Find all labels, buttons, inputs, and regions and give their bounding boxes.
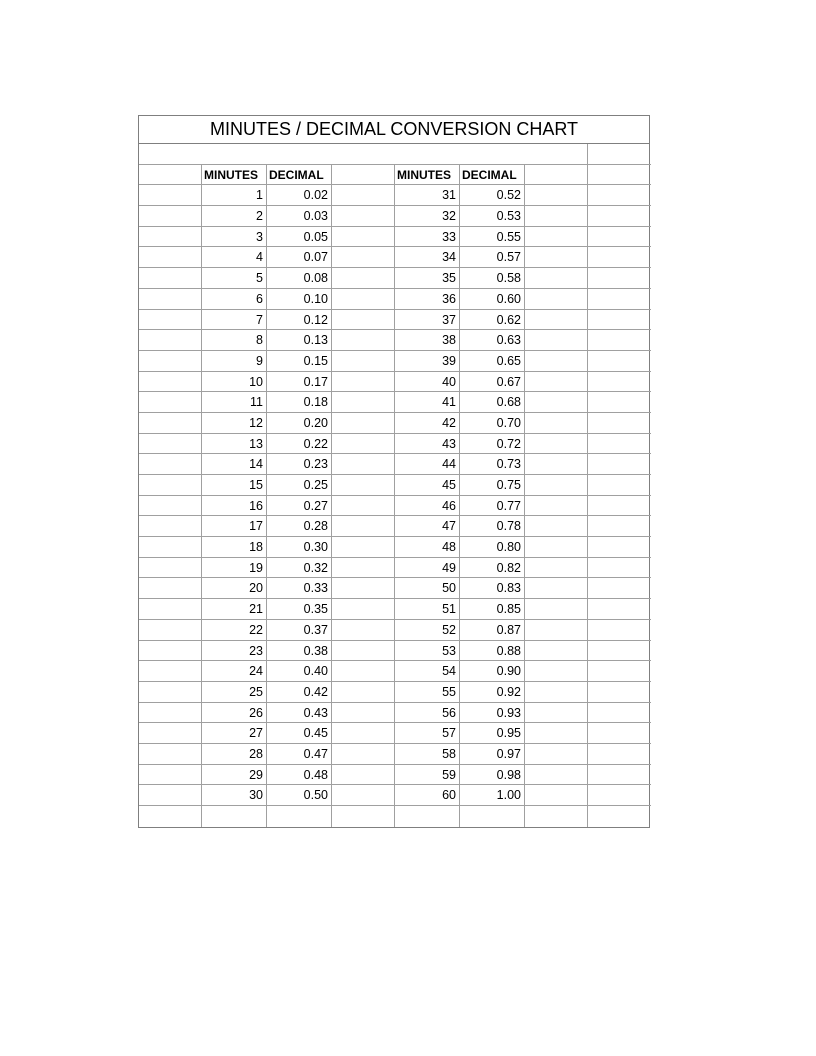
blank-cell bbox=[525, 496, 588, 517]
minutes-value: 47 bbox=[395, 516, 460, 537]
blank-cell bbox=[202, 806, 267, 827]
minutes-value: 13 bbox=[202, 434, 267, 455]
decimal-value: 0.10 bbox=[267, 289, 332, 310]
blank-cell bbox=[525, 723, 588, 744]
blank-cell bbox=[139, 723, 202, 744]
blank-cell bbox=[332, 806, 395, 827]
blank-cell bbox=[588, 641, 651, 662]
minutes-value: 5 bbox=[202, 268, 267, 289]
decimal-value: 0.50 bbox=[267, 785, 332, 806]
minutes-value: 29 bbox=[202, 765, 267, 786]
blank-cell bbox=[332, 620, 395, 641]
blank-cell bbox=[139, 392, 202, 413]
blank-cell bbox=[588, 434, 651, 455]
minutes-value: 28 bbox=[202, 744, 267, 765]
conversion-chart-sheet bbox=[138, 115, 650, 828]
blank-cell bbox=[332, 454, 395, 475]
decimal-value: 0.57 bbox=[460, 247, 525, 268]
decimal-value: 0.80 bbox=[460, 537, 525, 558]
decimal-value: 0.78 bbox=[460, 516, 525, 537]
decimal-value: 0.35 bbox=[267, 599, 332, 620]
decimal-value: 0.03 bbox=[267, 206, 332, 227]
decimal-header-right: DECIMAL bbox=[460, 165, 525, 186]
blank-cell bbox=[588, 703, 651, 724]
decimal-value: 0.97 bbox=[460, 744, 525, 765]
blank-cell bbox=[332, 537, 395, 558]
minutes-value: 27 bbox=[202, 723, 267, 744]
minutes-value: 57 bbox=[395, 723, 460, 744]
decimal-value: 0.92 bbox=[460, 682, 525, 703]
minutes-value: 11 bbox=[202, 392, 267, 413]
blank-cell bbox=[139, 682, 202, 703]
minutes-value: 7 bbox=[202, 310, 267, 331]
decimal-value: 0.65 bbox=[460, 351, 525, 372]
blank-cell bbox=[588, 475, 651, 496]
minutes-value: 20 bbox=[202, 578, 267, 599]
blank-cell bbox=[139, 558, 202, 579]
decimal-value: 1.00 bbox=[460, 785, 525, 806]
blank-cell bbox=[525, 372, 588, 393]
blank-cell bbox=[332, 599, 395, 620]
minutes-value: 8 bbox=[202, 330, 267, 351]
blank-cell bbox=[139, 289, 202, 310]
blank-cell bbox=[588, 723, 651, 744]
decimal-value: 0.85 bbox=[460, 599, 525, 620]
blank-cell bbox=[588, 454, 651, 475]
blank-cell bbox=[588, 516, 651, 537]
blank-cell bbox=[332, 351, 395, 372]
decimal-value: 0.75 bbox=[460, 475, 525, 496]
chart-title: MINUTES / DECIMAL CONVERSION CHART bbox=[139, 116, 649, 144]
blank-cell bbox=[139, 144, 588, 165]
minutes-value: 38 bbox=[395, 330, 460, 351]
minutes-value: 60 bbox=[395, 785, 460, 806]
blank-cell bbox=[588, 806, 651, 827]
decimal-value: 0.87 bbox=[460, 620, 525, 641]
decimal-value: 0.48 bbox=[267, 765, 332, 786]
blank-cell bbox=[525, 289, 588, 310]
blank-cell bbox=[588, 268, 651, 289]
blank-cell bbox=[139, 351, 202, 372]
blank-cell bbox=[525, 310, 588, 331]
blank-cell bbox=[139, 785, 202, 806]
decimal-value: 0.05 bbox=[267, 227, 332, 248]
minutes-value: 17 bbox=[202, 516, 267, 537]
blank-cell bbox=[139, 578, 202, 599]
decimal-value: 0.40 bbox=[267, 661, 332, 682]
blank-cell bbox=[332, 330, 395, 351]
decimal-value: 0.15 bbox=[267, 351, 332, 372]
blank-cell bbox=[395, 806, 460, 827]
decimal-value: 0.47 bbox=[267, 744, 332, 765]
minutes-value: 33 bbox=[395, 227, 460, 248]
decimal-value: 0.90 bbox=[460, 661, 525, 682]
decimal-value: 0.67 bbox=[460, 372, 525, 393]
minutes-value: 56 bbox=[395, 703, 460, 724]
decimal-value: 0.63 bbox=[460, 330, 525, 351]
blank-cell bbox=[332, 413, 395, 434]
minutes-value: 37 bbox=[395, 310, 460, 331]
decimal-value: 0.58 bbox=[460, 268, 525, 289]
decimal-value: 0.98 bbox=[460, 765, 525, 786]
decimal-value: 0.12 bbox=[267, 310, 332, 331]
decimal-value: 0.73 bbox=[460, 454, 525, 475]
blank-cell bbox=[525, 703, 588, 724]
blank-cell bbox=[332, 744, 395, 765]
blank-cell bbox=[139, 661, 202, 682]
decimal-value: 0.93 bbox=[460, 703, 525, 724]
decimal-value: 0.25 bbox=[267, 475, 332, 496]
blank-cell bbox=[332, 703, 395, 724]
blank-cell bbox=[588, 578, 651, 599]
blank-cell bbox=[588, 661, 651, 682]
blank-cell bbox=[332, 227, 395, 248]
minutes-value: 30 bbox=[202, 785, 267, 806]
decimal-value: 0.08 bbox=[267, 268, 332, 289]
decimal-value: 0.95 bbox=[460, 723, 525, 744]
decimal-value: 0.22 bbox=[267, 434, 332, 455]
blank-cell bbox=[332, 372, 395, 393]
blank-cell bbox=[332, 723, 395, 744]
decimal-value: 0.02 bbox=[267, 185, 332, 206]
minutes-value: 32 bbox=[395, 206, 460, 227]
blank-cell bbox=[332, 247, 395, 268]
decimal-value: 0.30 bbox=[267, 537, 332, 558]
blank-cell bbox=[525, 661, 588, 682]
blank-cell bbox=[332, 516, 395, 537]
blank-cell bbox=[460, 806, 525, 827]
blank-cell bbox=[525, 599, 588, 620]
decimal-value: 0.68 bbox=[460, 392, 525, 413]
minutes-value: 43 bbox=[395, 434, 460, 455]
minutes-value: 41 bbox=[395, 392, 460, 413]
minutes-value: 22 bbox=[202, 620, 267, 641]
decimal-value: 0.70 bbox=[460, 413, 525, 434]
blank-cell bbox=[525, 682, 588, 703]
blank-cell bbox=[332, 641, 395, 662]
minutes-value: 42 bbox=[395, 413, 460, 434]
blank-cell bbox=[332, 185, 395, 206]
decimal-value: 0.23 bbox=[267, 454, 332, 475]
decimal-value: 0.55 bbox=[460, 227, 525, 248]
decimal-value: 0.37 bbox=[267, 620, 332, 641]
blank-cell bbox=[139, 330, 202, 351]
minutes-value: 1 bbox=[202, 185, 267, 206]
blank-cell bbox=[525, 185, 588, 206]
blank-cell bbox=[139, 310, 202, 331]
blank-cell bbox=[139, 744, 202, 765]
blank-cell bbox=[525, 247, 588, 268]
blank-cell bbox=[332, 392, 395, 413]
blank-cell bbox=[139, 227, 202, 248]
blank-cell bbox=[588, 558, 651, 579]
blank-cell bbox=[139, 434, 202, 455]
minutes-value: 34 bbox=[395, 247, 460, 268]
blank-cell bbox=[588, 372, 651, 393]
blank-cell bbox=[139, 806, 202, 827]
decimal-header-left: DECIMAL bbox=[267, 165, 332, 186]
blank-cell bbox=[139, 537, 202, 558]
decimal-value: 0.20 bbox=[267, 413, 332, 434]
blank-cell bbox=[525, 434, 588, 455]
blank-cell bbox=[588, 185, 651, 206]
minutes-value: 52 bbox=[395, 620, 460, 641]
blank-cell bbox=[332, 206, 395, 227]
blank-cell bbox=[525, 268, 588, 289]
decimal-value: 0.33 bbox=[267, 578, 332, 599]
minutes-value: 44 bbox=[395, 454, 460, 475]
minutes-value: 45 bbox=[395, 475, 460, 496]
minutes-value: 3 bbox=[202, 227, 267, 248]
blank-cell bbox=[332, 682, 395, 703]
minutes-value: 46 bbox=[395, 496, 460, 517]
blank-cell bbox=[588, 496, 651, 517]
decimal-value: 0.43 bbox=[267, 703, 332, 724]
decimal-value: 0.45 bbox=[267, 723, 332, 744]
minutes-value: 48 bbox=[395, 537, 460, 558]
decimal-value: 0.38 bbox=[267, 641, 332, 662]
blank-cell bbox=[139, 268, 202, 289]
minutes-value: 15 bbox=[202, 475, 267, 496]
blank-cell bbox=[588, 413, 651, 434]
blank-cell bbox=[525, 785, 588, 806]
decimal-value: 0.52 bbox=[460, 185, 525, 206]
blank-cell bbox=[525, 578, 588, 599]
minutes-header-right: MINUTES bbox=[395, 165, 460, 186]
blank-cell bbox=[139, 599, 202, 620]
minutes-value: 21 bbox=[202, 599, 267, 620]
minutes-value: 4 bbox=[202, 247, 267, 268]
minutes-value: 53 bbox=[395, 641, 460, 662]
decimal-value: 0.42 bbox=[267, 682, 332, 703]
blank-cell bbox=[588, 247, 651, 268]
blank-cell bbox=[139, 641, 202, 662]
minutes-value: 49 bbox=[395, 558, 460, 579]
blank-cell bbox=[525, 454, 588, 475]
blank-cell bbox=[588, 537, 651, 558]
blank-cell bbox=[139, 516, 202, 537]
blank-cell bbox=[332, 661, 395, 682]
blank-cell bbox=[332, 765, 395, 786]
minutes-value: 25 bbox=[202, 682, 267, 703]
blank-cell bbox=[332, 785, 395, 806]
minutes-value: 14 bbox=[202, 454, 267, 475]
blank-cell bbox=[525, 206, 588, 227]
blank-cell bbox=[139, 247, 202, 268]
blank-cell bbox=[525, 806, 588, 827]
decimal-value: 0.72 bbox=[460, 434, 525, 455]
blank-cell bbox=[525, 165, 588, 186]
decimal-value: 0.13 bbox=[267, 330, 332, 351]
minutes-value: 54 bbox=[395, 661, 460, 682]
blank-cell bbox=[139, 765, 202, 786]
blank-cell bbox=[588, 765, 651, 786]
blank-cell bbox=[139, 496, 202, 517]
blank-cell bbox=[267, 806, 332, 827]
decimal-value: 0.83 bbox=[460, 578, 525, 599]
decimal-value: 0.18 bbox=[267, 392, 332, 413]
minutes-value: 50 bbox=[395, 578, 460, 599]
blank-cell bbox=[525, 351, 588, 372]
decimal-value: 0.28 bbox=[267, 516, 332, 537]
minutes-value: 36 bbox=[395, 289, 460, 310]
minutes-value: 18 bbox=[202, 537, 267, 558]
blank-cell bbox=[139, 703, 202, 724]
minutes-value: 23 bbox=[202, 641, 267, 662]
blank-cell bbox=[139, 620, 202, 641]
blank-cell bbox=[588, 785, 651, 806]
minutes-value: 59 bbox=[395, 765, 460, 786]
blank-cell bbox=[332, 268, 395, 289]
minutes-value: 31 bbox=[395, 185, 460, 206]
decimal-value: 0.88 bbox=[460, 641, 525, 662]
minutes-value: 35 bbox=[395, 268, 460, 289]
minutes-value: 39 bbox=[395, 351, 460, 372]
blank-cell bbox=[525, 475, 588, 496]
blank-cell bbox=[588, 599, 651, 620]
blank-cell bbox=[139, 165, 202, 186]
blank-cell bbox=[525, 744, 588, 765]
blank-cell bbox=[525, 516, 588, 537]
blank-cell bbox=[525, 537, 588, 558]
blank-cell bbox=[332, 496, 395, 517]
decimal-value: 0.82 bbox=[460, 558, 525, 579]
decimal-value: 0.53 bbox=[460, 206, 525, 227]
minutes-header-left: MINUTES bbox=[202, 165, 267, 186]
minutes-value: 24 bbox=[202, 661, 267, 682]
minutes-value: 26 bbox=[202, 703, 267, 724]
blank-cell bbox=[588, 744, 651, 765]
blank-cell bbox=[588, 206, 651, 227]
decimal-value: 0.60 bbox=[460, 289, 525, 310]
minutes-value: 55 bbox=[395, 682, 460, 703]
blank-cell bbox=[332, 578, 395, 599]
decimal-value: 0.07 bbox=[267, 247, 332, 268]
minutes-value: 10 bbox=[202, 372, 267, 393]
blank-cell bbox=[332, 165, 395, 186]
blank-cell bbox=[332, 475, 395, 496]
blank-cell bbox=[588, 351, 651, 372]
decimal-value: 0.32 bbox=[267, 558, 332, 579]
blank-cell bbox=[525, 330, 588, 351]
minutes-value: 9 bbox=[202, 351, 267, 372]
blank-cell bbox=[332, 310, 395, 331]
blank-cell bbox=[588, 289, 651, 310]
minutes-value: 51 bbox=[395, 599, 460, 620]
blank-cell bbox=[588, 392, 651, 413]
blank-cell bbox=[588, 620, 651, 641]
blank-cell bbox=[139, 454, 202, 475]
blank-cell bbox=[139, 206, 202, 227]
minutes-value: 2 bbox=[202, 206, 267, 227]
blank-cell bbox=[332, 434, 395, 455]
blank-cell bbox=[525, 558, 588, 579]
minutes-value: 6 bbox=[202, 289, 267, 310]
minutes-value: 40 bbox=[395, 372, 460, 393]
decimal-value: 0.77 bbox=[460, 496, 525, 517]
blank-cell bbox=[588, 165, 651, 186]
blank-cell bbox=[525, 620, 588, 641]
conversion-grid bbox=[139, 144, 649, 827]
blank-cell bbox=[588, 227, 651, 248]
minutes-value: 19 bbox=[202, 558, 267, 579]
blank-cell bbox=[525, 227, 588, 248]
blank-cell bbox=[332, 289, 395, 310]
blank-cell bbox=[525, 392, 588, 413]
minutes-value: 58 bbox=[395, 744, 460, 765]
blank-cell bbox=[525, 413, 588, 434]
blank-cell bbox=[139, 372, 202, 393]
decimal-value: 0.17 bbox=[267, 372, 332, 393]
minutes-value: 16 bbox=[202, 496, 267, 517]
blank-cell bbox=[588, 682, 651, 703]
blank-cell bbox=[525, 641, 588, 662]
blank-cell bbox=[525, 765, 588, 786]
blank-cell bbox=[139, 475, 202, 496]
blank-cell bbox=[588, 144, 651, 165]
blank-cell bbox=[588, 330, 651, 351]
blank-cell bbox=[332, 558, 395, 579]
blank-cell bbox=[588, 310, 651, 331]
decimal-value: 0.62 bbox=[460, 310, 525, 331]
blank-cell bbox=[139, 413, 202, 434]
blank-cell bbox=[139, 185, 202, 206]
minutes-value: 12 bbox=[202, 413, 267, 434]
decimal-value: 0.27 bbox=[267, 496, 332, 517]
